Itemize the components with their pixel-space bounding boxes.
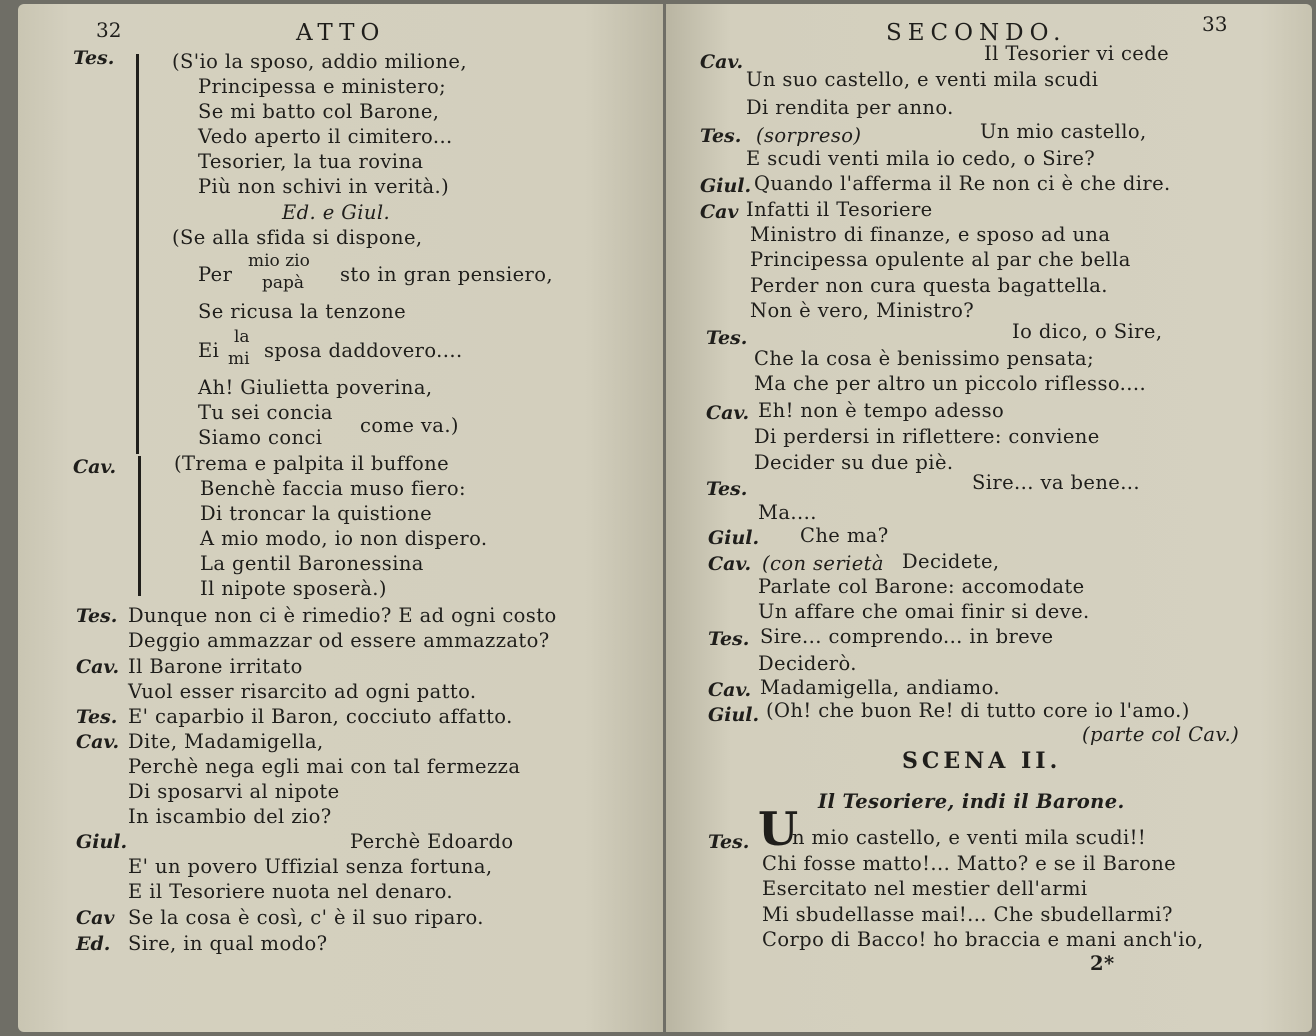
page-number: 32: [96, 18, 122, 42]
speaker-label: Tes.: [76, 706, 118, 728]
verse-line: A mio modo, io non dispero.: [200, 527, 488, 550]
brace-line: [136, 54, 139, 454]
dialogue-line: Non è vero, Ministro?: [750, 299, 975, 322]
dialogue-line: E' un povero Uffizial senza fortuna,: [128, 855, 493, 878]
dialogue-line: Di rendita per anno.: [746, 96, 954, 119]
alternate-bottom: mi: [228, 349, 250, 369]
dialogue-line: Di sposarvi al nipote: [128, 780, 340, 803]
speaker-label: Cav.: [708, 679, 752, 701]
dialogue-line: Madamigella, andiamo.: [760, 676, 1000, 699]
scene-subtitle: Il Tesoriere, indi il Barone.: [818, 790, 1125, 813]
dialogue-line: Sire... va bene...: [972, 471, 1141, 494]
dialogue-line: In iscambio del zio?: [128, 805, 332, 828]
dialogue-line: Perder non cura questa bagattella.: [750, 274, 1108, 297]
dialogue-line: Esercitato nel mestier dell'armi: [762, 877, 1088, 900]
stage-direction: (sorpreso): [756, 124, 862, 147]
running-head: SECONDO.: [886, 20, 1067, 46]
speaker-label: Cav.: [73, 456, 117, 478]
dialogue-line: Perchè nega egli mai con tal fermezza: [128, 755, 521, 778]
speaker-label: Cav: [700, 201, 739, 223]
dialogue-line: E il Tesoriere nuota nel denaro.: [128, 880, 454, 903]
speaker-label: Giul.: [708, 704, 760, 726]
dialogue-line: Ma che per altro un piccolo riflesso....: [754, 372, 1147, 395]
signature-mark: 2*: [1090, 952, 1115, 975]
drop-cap: U: [758, 802, 799, 856]
stage-direction: (con serietà: [762, 552, 884, 575]
speaker-label: Cav.: [706, 402, 750, 424]
brace-line: [138, 456, 141, 596]
dialogue-line: E' caparbio il Baron, cocciuto affatto.: [128, 705, 513, 728]
verse-line: Benchè faccia muso fiero:: [200, 477, 467, 500]
speaker-label: Cav.: [700, 51, 744, 73]
speaker-label: Cav: [76, 907, 115, 929]
verse-line: La gentil Baronessina: [200, 552, 424, 575]
dialogue-line: Quando l'afferma il Re non ci è che dire.: [754, 172, 1171, 195]
speaker-label: Tes.: [708, 831, 750, 853]
verse-line-suffix: come va.): [360, 414, 459, 437]
dialogue-line: Eh! non è tempo adesso: [758, 399, 1005, 422]
dialogue-line: Che ma?: [800, 524, 889, 547]
speaker-label: Tes.: [706, 327, 748, 349]
dialogue-line: Il Tesorier vi cede: [984, 42, 1170, 65]
verse-line: Vedo aperto il cimitero...: [198, 125, 453, 148]
dialogue-line: Che la cosa è benissimo pensata;: [754, 347, 1095, 370]
speaker-label: Giul.: [708, 527, 760, 549]
speaker-label: Cav.: [76, 731, 120, 753]
dialogue-line: Ma....: [758, 501, 817, 524]
speaker-heading: Ed. e Giul.: [282, 201, 391, 224]
right-page: [666, 4, 1312, 1032]
dialogue-line: Se la cosa è così, c' è il suo riparo.: [128, 906, 484, 929]
dialogue-line: Di perdersi in riflettere: conviene: [754, 425, 1100, 448]
verse-line-suffix: sto in gran pensiero,: [340, 263, 553, 286]
verse-line: Il nipote sposerà.): [200, 577, 387, 600]
alternate-top: mio zio: [248, 251, 310, 271]
verse-line: Siamo conci: [198, 426, 323, 449]
alternate-bottom: papà: [262, 273, 305, 293]
dialogue-line: Un mio castello,: [980, 120, 1147, 143]
dialogue-line: Decider su due piè.: [754, 451, 954, 474]
verse-line-suffix: sposa daddovero....: [264, 339, 463, 362]
dialogue-line: Un suo castello, e venti mila scudi: [746, 68, 1099, 91]
dialogue-line: Corpo di Bacco! ho braccia e mani anch'io,: [762, 928, 1204, 951]
verse-line: Tesorier, la tua rovina: [198, 150, 424, 173]
dialogue-line: Ministro di finanze, e sposo ad una: [750, 223, 1111, 246]
dialogue-line: Decidete,: [902, 550, 1000, 573]
speaker-label: Giul.: [700, 175, 752, 197]
dialogue-line: E scudi venti mila io cedo, o Sire?: [746, 147, 1096, 170]
dialogue-line: Dunque non ci è rimedio? E ad ogni costo: [128, 604, 557, 627]
speaker-label: Tes.: [706, 478, 748, 500]
dialogue-line: Chi fosse matto!... Matto? e se il Barone: [762, 852, 1177, 875]
dialogue-line: Sire, in qual modo?: [128, 932, 328, 955]
verse-line: (S'io la sposo, addio milione,: [172, 50, 467, 73]
running-head: ATTO: [296, 20, 386, 46]
dialogue-line: Un affare che omai finir si deve.: [758, 600, 1090, 623]
dialogue-line: Vuol esser risarcito ad ogni patto.: [128, 680, 477, 703]
verse-line-prefix: Ei: [198, 339, 220, 362]
dialogue-line: Dite, Madamigella,: [128, 730, 324, 753]
verse-line: Se ricusa la tenzone: [198, 300, 407, 323]
scene-title: SCENA II.: [902, 748, 1062, 774]
verse-line: (Trema e palpita il buffone: [174, 452, 450, 475]
verse-line-prefix: Per: [198, 263, 233, 286]
speaker-label: Tes.: [76, 605, 118, 627]
dialogue-line: Sire... comprendo... in breve: [760, 625, 1054, 648]
page-number: 33: [1202, 12, 1228, 36]
verse-line: Se mi batto col Barone,: [198, 100, 440, 123]
dialogue-line: Infatti il Tesoriere: [746, 198, 933, 221]
dialogue-line: Il Barone irritato: [128, 655, 303, 678]
dialogue-line: Perchè Edoardo: [350, 830, 514, 853]
dialogue-line: (Oh! che buon Re! di tutto core io l'amo.): [766, 699, 1190, 722]
dialogue-line: Parlate col Barone: accomodate: [758, 575, 1085, 598]
dialogue-line: Principessa opulente al par che bella: [750, 248, 1131, 271]
dialogue-line: Io dico, o Sire,: [1012, 320, 1163, 343]
dialogue-line: Mi sbudellasse mai!... Che sbudellarmi?: [762, 903, 1173, 926]
dialogue-line: Deggio ammazzar od essere ammazzato?: [128, 629, 550, 652]
verse-line: (Se alla sfida si dispone,: [172, 226, 423, 249]
speaker-label: Cav.: [76, 656, 120, 678]
verse-line: Principessa e ministero;: [198, 75, 447, 98]
speaker-label: Tes.: [708, 628, 750, 650]
speaker-label: Tes.: [73, 47, 115, 69]
dialogue-line: n mio castello, e venti mila scudi!!: [792, 826, 1147, 849]
speaker-label: Giul.: [76, 831, 128, 853]
left-page: [18, 4, 663, 1032]
verse-line: Tu sei concia: [198, 401, 333, 424]
speaker-label: Cav.: [708, 553, 752, 575]
speaker-label: Ed.: [76, 933, 111, 955]
verse-line: Più non schivi in verità.): [198, 175, 450, 198]
speaker-label: Tes.: [700, 125, 742, 147]
verse-line: Ah! Giulietta poverina,: [198, 376, 433, 399]
dialogue-line: Deciderò.: [758, 652, 857, 675]
stage-direction: (parte col Cav.): [1082, 723, 1240, 746]
verse-line: Di troncar la quistione: [200, 502, 433, 525]
alternate-top: la: [234, 327, 250, 347]
